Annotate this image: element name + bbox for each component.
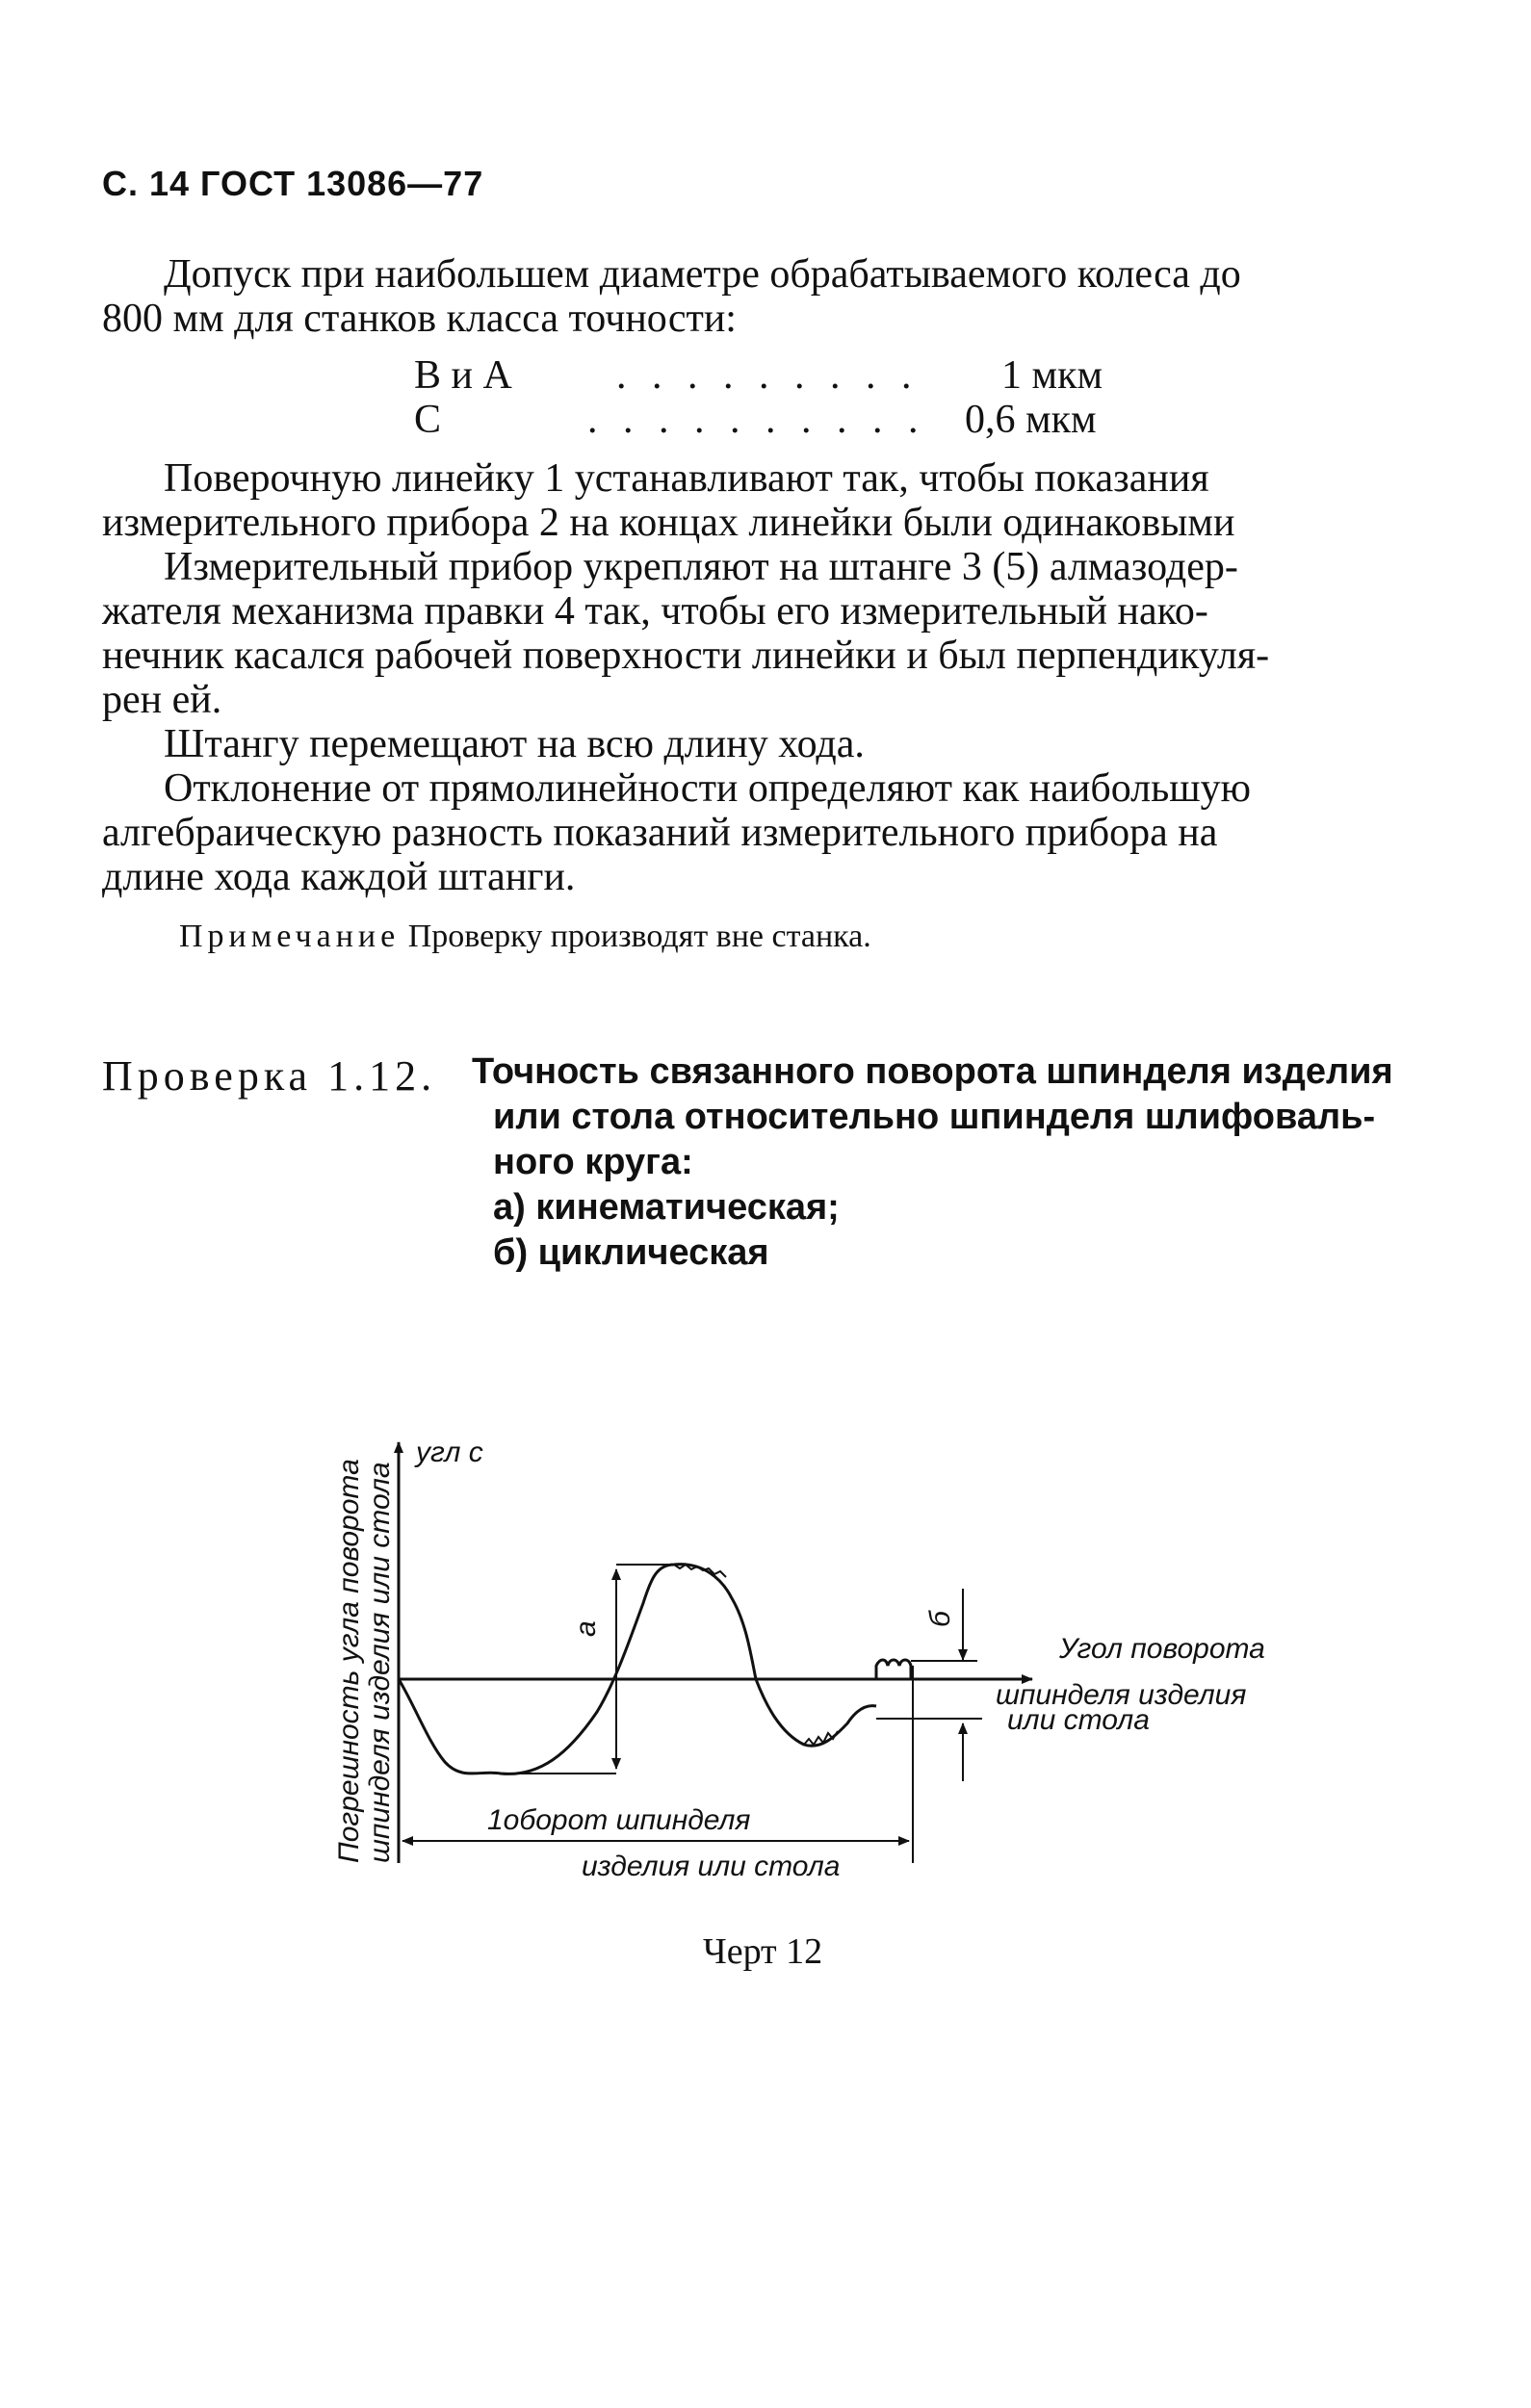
page-header: С. 14 ГОСТ 13086—77 [102, 164, 484, 203]
procedure-line: длине хода каждой штанги. [102, 855, 576, 899]
check-label: Проверка 1.12. [102, 1052, 437, 1100]
x-axis-label-2: шпинделя изделия [996, 1679, 1247, 1711]
note-label: Примечание [179, 919, 401, 954]
check-title-line: ного круга: [493, 1142, 693, 1182]
procedure-line: Измерительный прибор укрепляют на штанге 3 (5) алмазодер- [164, 545, 1238, 589]
check-title-line: Точность связанного поворота шпинделя изделия [472, 1051, 1393, 1092]
tolerance-value: 1 мкм [1001, 353, 1103, 398]
cyclic-error-loops [876, 1660, 911, 1680]
check-title-line: б) циклическая [493, 1232, 769, 1273]
figure-caption: Черт 12 [703, 1931, 823, 1972]
tolerance-intro-line-2: 800 мм для станков класса точности: [102, 297, 737, 341]
tolerance-dots: . . . . . . . . . [616, 353, 920, 398]
x-axis-label-3: или стола [1007, 1704, 1150, 1736]
y-axis-label: угл с [416, 1437, 483, 1468]
procedure-line: Отклонение от прямолинейности определяют как наибольшую [164, 766, 1251, 811]
procedure-line: алгебраическую разность показаний измерительного прибора на [102, 811, 1218, 855]
y-axis-title-1: Погрешность угла поворота [333, 1459, 365, 1863]
dim-a-label: а [570, 1620, 602, 1637]
tolerance-dots: . . . . . . . . . . [587, 398, 926, 442]
procedure-line: рен ей. [102, 678, 222, 722]
tolerance-intro-line-1: Допуск при наибольшем диаметре обрабатываемого колеса до [164, 252, 1241, 297]
tolerance-class: В и А [414, 353, 512, 398]
revolution-label-1: 1оборот шпинделя [487, 1804, 751, 1836]
y-axis-title-2: шпинделя изделия или стола [364, 1462, 396, 1863]
procedure-line: Штангу перемещают на всю длину хода. [164, 722, 865, 766]
procedure-line: измерительного прибора 2 на концах линейки были одинаковыми [102, 501, 1235, 545]
tolerance-class: С [414, 398, 442, 442]
procedure-line: Поверочную линейку 1 устанавливают так, чтобы показания [164, 456, 1209, 501]
tolerance-value: 0,6 мкм [965, 398, 1097, 442]
note-text: Проверку производят вне станка. [407, 919, 871, 954]
x-axis-label-1: Угол поворота [1059, 1633, 1265, 1665]
check-title-line: или стола относительно шпинделя шлифоваль- [493, 1097, 1376, 1137]
procedure-line: жателя механизма правки 4 так, чтобы его измерительный нако- [102, 589, 1208, 634]
dim-b-label: б [924, 1611, 956, 1627]
revolution-label-2: изделия или стола [582, 1851, 841, 1882]
procedure-line: нечник касался рабочей поверхности линейки и был перпендикуля- [102, 634, 1270, 678]
error-curve-jitter [674, 1565, 838, 1745]
check-title-line: а) кинематическая; [493, 1187, 840, 1228]
